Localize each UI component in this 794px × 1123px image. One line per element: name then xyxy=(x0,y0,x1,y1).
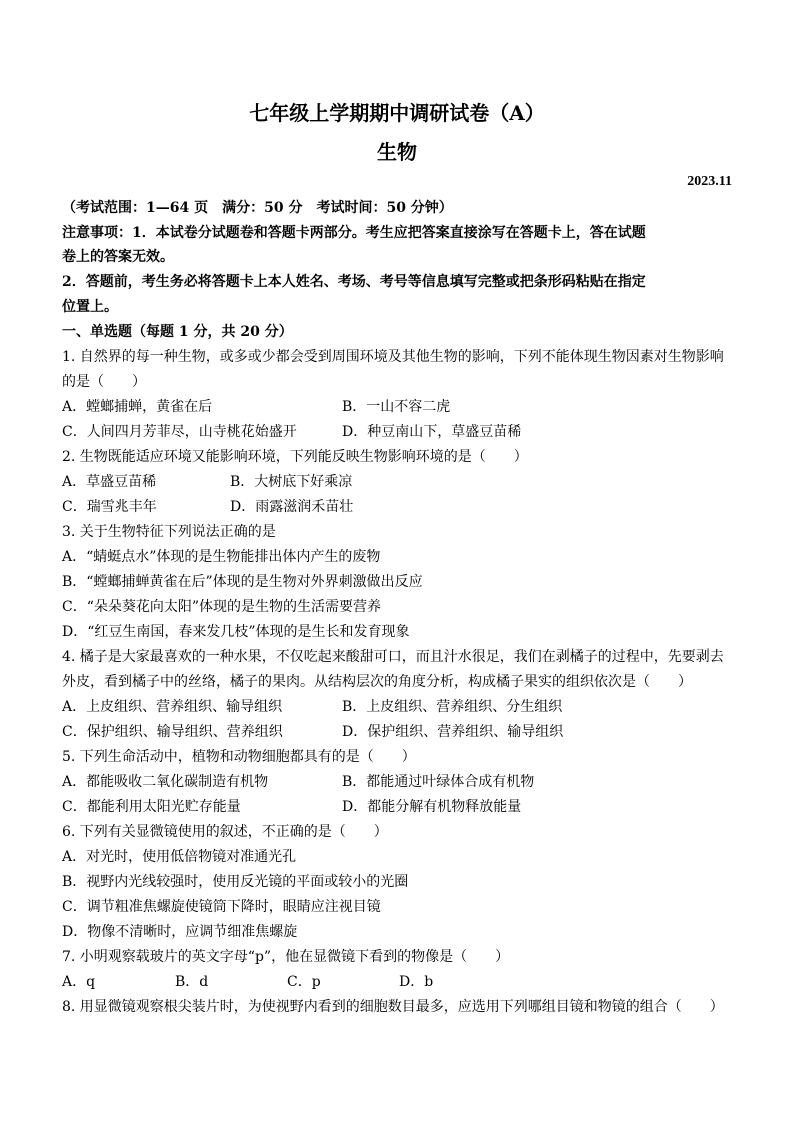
question-6-option-d: D．物像不清晰时，应调节细准焦螺旋 xyxy=(62,924,298,940)
notes-line-3: 2．答题前，考生务必将答题卡上本人姓名、考场、考号等信息填写完整或把条形码粘贴在指定 xyxy=(62,274,646,290)
question-6-stem: 6. 下列有关显微镜使用的叙述，不正确的是（ ） xyxy=(62,824,388,840)
question-7-option-b: B．d xyxy=(175,974,209,990)
question-5-option-a: A．都能吸收二氧化碳制造有机物 xyxy=(62,774,269,790)
question-7-stem: 7. 小明观察载玻片的英文字母“p”，他在显微镜下看到的物像是（ ） xyxy=(62,949,510,965)
question-5-option-d: D．都能分解有机物释放能量 xyxy=(342,799,522,815)
question-3-option-c: C．“朵朵葵花向太阳”体现的是生物的生活需要营养 xyxy=(62,599,382,615)
question-2-option-c: C．瑞雪兆丰年 xyxy=(62,499,157,515)
question-7-option-d: D．b xyxy=(399,974,434,990)
question-6-option-b: B．视野内光线较强时，使用反光镜的平面或较小的光圈 xyxy=(62,874,409,890)
question-5-option-b: B．都能通过叶绿体合成有机物 xyxy=(342,774,535,790)
question-1-option-d: D．种豆南山下，草盛豆苗稀 xyxy=(342,424,522,440)
question-2-option-d: D．雨露滋润禾苗壮 xyxy=(230,499,354,515)
question-5-stem: 5. 下列生命活动中，植物和动物细胞都具有的是（ ） xyxy=(62,749,416,765)
question-2-option-a: A．草盛豆苗稀 xyxy=(62,474,157,490)
question-2-option-b: B．大树底下好乘凉 xyxy=(230,474,353,490)
question-7-option-a: A．q xyxy=(62,974,96,990)
question-4-option-a: A．上皮组织、营养组织、输导组织 xyxy=(62,699,283,715)
question-4-stem-cont: 外皮，看到橘子中的丝络，橘子的果肉。从结构层次的角度分析，构成橘子果实的组织依次是（ ） xyxy=(62,674,692,690)
notes-line-1: 注意事项：1．本试卷分试题卷和答题卡两部分。考生应把答案直接涂写在答题卡上，答在试题 xyxy=(62,225,646,241)
question-1-option-b: B．一山不容二虎 xyxy=(342,399,451,415)
question-6-option-c: C．调节粗准焦螺旋使镜筒下降时，眼睛应注视目镜 xyxy=(62,899,381,915)
question-7-option-c: C．p xyxy=(287,974,321,990)
question-1-option-c: C．人间四月芳菲尽，山寺桃花始盛开 xyxy=(62,424,297,440)
question-3-option-b: B．“螳螂捕蝉黄雀在后”体现的是生物对外界刺激做出反应 xyxy=(62,574,423,590)
question-4-option-c: C．保护组织、输导组织、营养组织 xyxy=(62,724,283,740)
notes-line-2: 卷上的答案无效。 xyxy=(62,249,174,265)
question-6-option-a: A．对光时，使用低倍物镜对准通光孔 xyxy=(62,849,297,865)
section-heading: 一、单选题（每题 1 分，共 20 分） xyxy=(62,324,293,340)
exam-date: 2023.11 xyxy=(687,174,732,189)
notes-line-4: 位置上。 xyxy=(62,299,118,315)
question-1-option-a: A．螳螂捕蝉，黄雀在后 xyxy=(62,399,213,415)
exam-title: 七年级上学期期中调研试卷（A） xyxy=(249,101,545,125)
exam-info: （考试范围：1—64 页 满分：50 分 考试时间：50 分钟） xyxy=(62,200,453,216)
question-4-option-d: D．保护组织、营养组织、输导组织 xyxy=(342,724,564,740)
question-3-option-a: A．“蜻蜓点水”体现的是生物能排出体内产生的废物 xyxy=(62,549,381,565)
question-2-stem: 2. 生物既能适应环境又能影响环境，下列能反映生物影响环境的是（ ） xyxy=(62,449,528,465)
question-4-stem: 4. 橘子是大家最喜欢的一种水果，不仅吃起来酸甜可口，而且汁水很足，我们在剥橘子的过程中，先要剥去 xyxy=(62,649,724,665)
question-1-stem: 1. 自然界的每一种生物，或多或少都会受到周围环境及其他生物的影响，下列不能体现生物因素对生物影响 xyxy=(62,349,724,365)
question-3-option-d: D．“红豆生南国，春来发几枝”体现的是生长和发育现象 xyxy=(62,624,410,640)
exam-subject: 生物 xyxy=(377,140,417,164)
question-3-stem: 3. 关于生物特征下列说法正确的是 xyxy=(62,524,276,540)
question-8-stem: 8. 用显微镜观察根尖装片时，为使视野内看到的细胞数目最多，应选用下列哪组目镜和物镜的组合（ ） xyxy=(62,999,724,1015)
question-1-stem-cont: 的是（ ） xyxy=(62,374,146,390)
question-5-option-c: C．都能利用太阳光贮存能量 xyxy=(62,799,241,815)
question-4-option-b: B．上皮组织、营养组织、分生组织 xyxy=(342,699,563,715)
